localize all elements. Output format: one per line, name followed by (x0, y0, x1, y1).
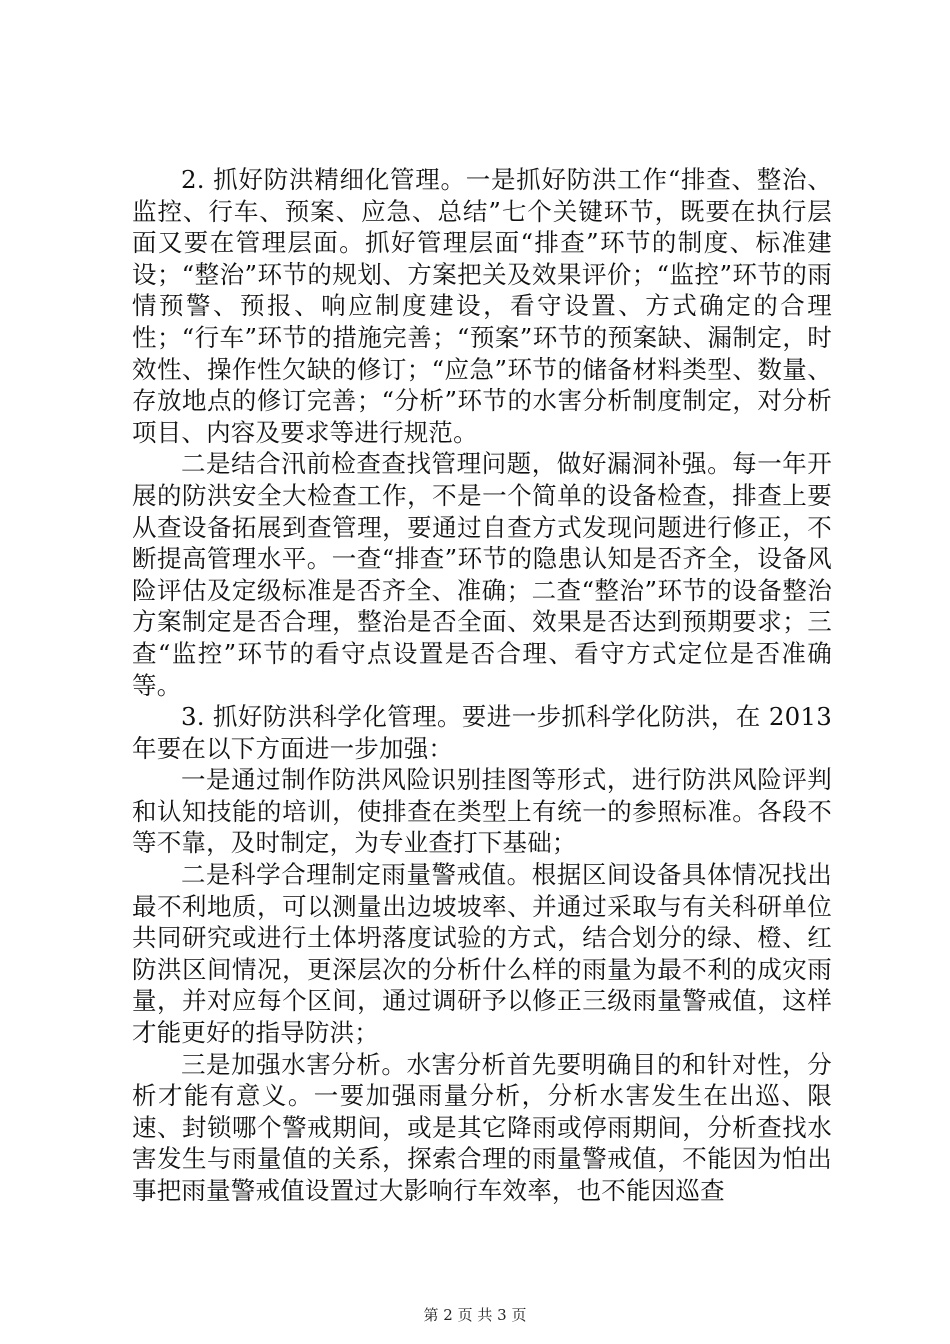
document-body (132, 164, 832, 1207)
paragraph-2: 二是结合汛前检查查找管理问题，做好漏洞补强。每一年开展的防洪安全大检查工作，不是一个简单的设备检查，排查上要从查设备拓展到查管理，要通过自查方式发现问题进行修正，不断提高管理水平。一查“排查”环节的隐患认知是否齐全，设备风险评估及定级标准是否齐全、准确；二查“整治”环节的设备整治方案制定是否合理，整治是否全面、效果是否达到预期要求；三查“监控”环节的看守点设置是否合理、看守方式定位是否准确等。 (132, 449, 832, 700)
page-number-footer: 第 2 页 共 3 页 (423, 1306, 527, 1324)
paragraph-6: 三是加强水害分析。水害分析首先要明确目的和针对性，分析才能有意义。一要加强雨量分析，分析水害发生在出巡、限速、封锁哪个警戒期间，或是其它降雨或停雨期间，分析查找水害发生与雨量值的关系，探索合理的雨量警戒值，不能因为怕出事把雨量警戒值设置过大影响行车效率，也不能因巡查 (132, 1049, 832, 1205)
paragraph-3: 3. 抓好防洪科学化管理。要进一步抓科学化防洪，在 2013 年要在以下方面进一步加强： (132, 702, 832, 763)
paragraph-4: 一是通过制作防洪风险识别挂图等形式，进行防洪风险评判和认知技能的培训，使排查在类型上有统一的参照标准。各段不等不靠，及时制定，为专业查打下基础； (132, 765, 832, 858)
paragraph-5: 二是科学合理制定雨量警戒值。根据区间设备具体情况找出最不利地质，可以测量出边坡坡率、并通过采取与有关科研单位共同研究或进行土体坍落度试验的方式，结合划分的绿、橙、红防洪区间情况，更深层次的分析什么样的雨量为最不利的成灾雨量，并对应每个区间，通过调研予以修正三级雨量警戒值，这样才能更好的指导防洪； (132, 860, 832, 1048)
paragraph-1: 2. 抓好防洪精细化管理。一是抓好防洪工作“排查、整治、监控、行车、预案、应急、总结”七个关键环节，既要在执行层面又要在管理层面。抓好管理层面“排查”环节的制度、标准建设；“整治”环节的规划、方案把关及效果评价；“监控”环节的雨情预警、预报、响应制度建设，看守设置、方式确定的合理性；“行车”环节的措施完善；“预案”环节的预案缺、漏制定，时效性、操作性欠缺的修订；“应急”环节的储备材料类型、数量、存放地点的修订完善；“分析”环节的水害分析制度制定，对分析项目、内容及要求等进行规范。 (132, 165, 832, 447)
